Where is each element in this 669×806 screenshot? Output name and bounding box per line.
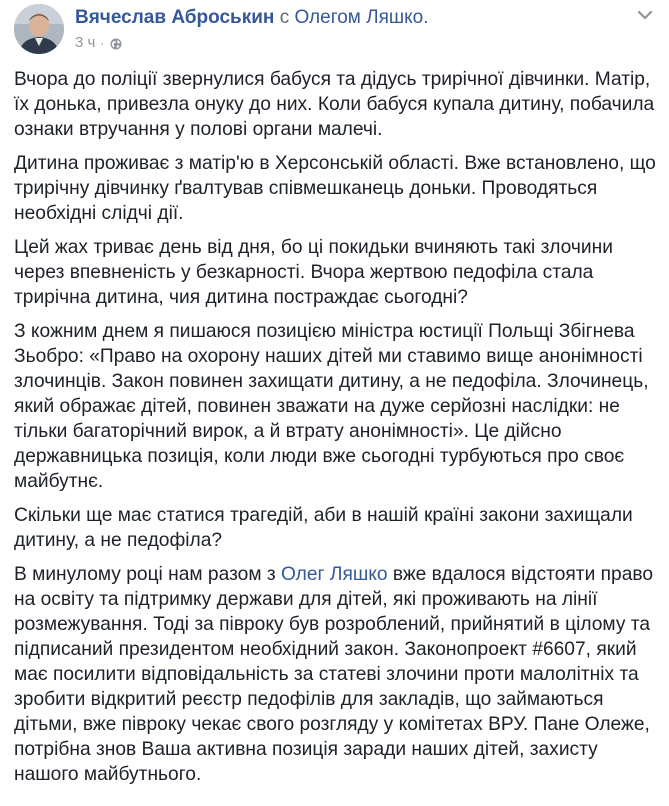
paragraph-line: через впевненість у безкарності. Вчора жертвою педофіла стала xyxy=(14,262,594,283)
paragraph-line: дітьми, вже півроку чекає свого розгляду у комітетах ВРУ. Пане Олеже, xyxy=(14,714,650,735)
paragraph-line: Дитина проживає з матір'ю в Херсонській області. Вже встановлено, що xyxy=(14,153,656,174)
mention-link[interactable]: Олег Ляшко xyxy=(280,564,388,585)
post-header xyxy=(14,4,655,56)
paragraph-line: Цей жах триває день від дня, бо ці покидьки вчиняють такі злочини xyxy=(14,237,613,258)
paragraph-line: тільки багаторічний вирок, а й втрату анонімності». Це дійсно xyxy=(14,421,562,442)
paragraph-line: злочинців. Закон повинен захищати дитину, а не педофіла. Злочинець, xyxy=(14,371,649,392)
paragraph-line: підписаний президентом необхідний закон. Законопроект #6607, який xyxy=(14,639,637,660)
line-text: вже вдалося відстояти право xyxy=(387,564,654,585)
paragraph-line: майбутнє. xyxy=(14,471,104,492)
post-meta xyxy=(75,34,122,52)
line-text: В минулому році нам разом з xyxy=(14,564,281,585)
avatar-image xyxy=(14,4,64,54)
post-paragraph xyxy=(14,67,654,142)
paragraph-line: їх донька, привезла онуку до них. Коли бабуся купала дитину, побачила xyxy=(14,94,655,115)
post-body xyxy=(14,67,654,796)
paragraph-line: нашого майбутнього. xyxy=(14,764,202,785)
paragraph-line xyxy=(14,562,654,587)
paragraph-line: зробити відкритий реєстр педофілів для закладів, що займаються xyxy=(14,689,604,710)
paragraph-line: Скільки ще має статися трагедій, аби в нашій країні закони захищали xyxy=(14,505,633,526)
author-name-link[interactable]: Вячеслав Аброськин xyxy=(75,7,275,28)
post-paragraph xyxy=(14,235,654,310)
paragraph-line: необхідні слідчі дії. xyxy=(14,203,184,224)
author-avatar[interactable] xyxy=(14,4,64,54)
post-paragraph xyxy=(14,562,654,787)
post-timestamp[interactable]: 3 ч xyxy=(75,34,96,51)
paragraph-line: який ображає дітей, повинен зважати на дуже серйозні наслідки: не xyxy=(14,396,620,417)
paragraph-line: розмежування. Тоді за півроку був розроблений, прийнятий в цілому та xyxy=(14,614,651,635)
with-text: с xyxy=(279,7,290,28)
paragraph-line: державницька позиція, коли люди вже сьогодні турбуються про своє xyxy=(14,446,625,467)
post-paragraph xyxy=(14,151,654,226)
paragraph-line: З кожним днем я пишаюся позицією міністра юстиції Польщі Збігнева xyxy=(14,321,635,342)
paragraph-line: потрібна знов Ваша активна позиція заради наших дітей, захисту xyxy=(14,739,598,760)
tagged-person-link[interactable]: Олегом Ляшко. xyxy=(294,7,429,28)
meta-separator: · xyxy=(100,36,105,50)
chevron-down-icon[interactable] xyxy=(637,8,653,20)
paragraph-line: дитину, а не педофіла? xyxy=(14,530,223,551)
paragraph-line: трирічна дитина, чия дитина постраждає сьогодні? xyxy=(14,287,468,308)
globe-icon[interactable] xyxy=(110,37,122,49)
paragraph-line: має посилити відповідальність за статеві злочини проти малолітніх та xyxy=(14,664,639,685)
post-paragraph xyxy=(14,319,654,494)
paragraph-line: на освіту та підтримку держави для дітей, які проживають на лінії xyxy=(14,589,598,610)
paragraph-line: трирічну дівчинку ґвалтував співмешканець доньки. Проводяться xyxy=(14,178,598,199)
author-line xyxy=(75,6,428,30)
paragraph-line: ознаки втручання у полові органи малечі. xyxy=(14,119,383,140)
post-paragraph xyxy=(14,503,654,553)
paragraph-line: Зьобро: «Право на охорону наших дітей ми ставимо вище анонімності xyxy=(14,346,643,367)
paragraph-line: Вчора до поліції звернулися бабуся та дідусь трирічної дівчинки. Матір, xyxy=(14,69,651,90)
